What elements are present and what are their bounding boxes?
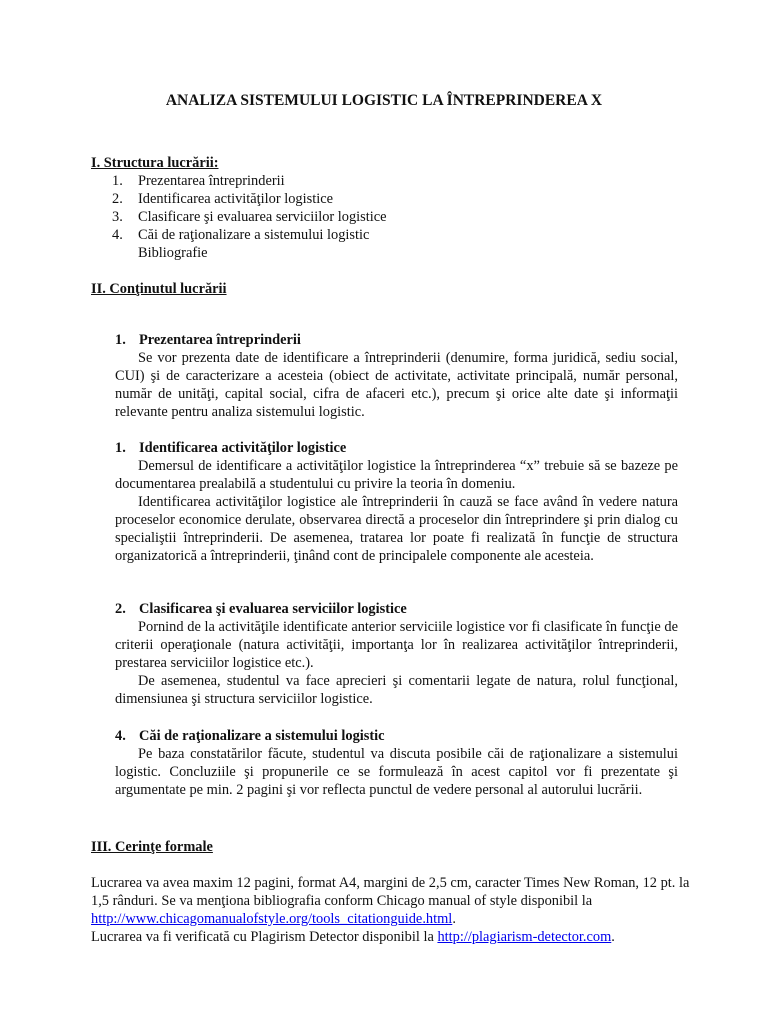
chicago-manual-link[interactable]: http://www.chicagomanualofstyle.org/tools_citationguide.html [91,911,453,927]
item-label: Căi de raţionalizare a sistemului logistic [138,227,370,243]
structure-item [112,190,387,208]
part-paragraph: Se vor prezenta date de identificare a întreprinderii (denumire, forma juridică, sediu social, CUI) şi de caracterizare a acesteia (obiect de activitate, activitate principală, număr personal, număr de unităţi, capital social, cifra de afaceri etc.), precum şi orice alte date şi informaţii relevante pentru analiza sistemului logistic. [115,350,678,420]
structure-item [112,208,387,226]
item-number: 4. [112,227,123,243]
item-label: Clasificare şi evaluarea serviciilor logistice [138,209,387,225]
part-paragraph: Demersul de identificare a activităţilor logistice la întreprinderea “x” trebuie să se bazeze pe documentarea prealabilă a studentului cu privire la teoria în domeniu. [115,458,678,492]
content-part-identification [115,439,678,565]
section-heading-formal: III. Cerinţe formale [91,839,213,855]
part-paragraph: Pornind de la activităţile identificate anterior serviciile logistice vor fi clasificate în funcţie de criterii operaţionale (natura activităţii, importanţa lor în realizarea activităţilor întreprinderii, prestarea serviciilor logistice etc.). [115,619,678,671]
part-paragraph: Identificarea activităţilor logistice ale întreprinderii în cauză se face având în vedere natura proceselor economice derulate, observarea directă a proceselor din întreprindere şi prin dialog cu specialiştii întreprinderii. De asemenea, tratarea lor poate fi realizată în funcţie de structura organizatorică a întreprinderii, ţinând cont de principalele componente ale acesteia. [115,494,678,564]
item-number: 3. [112,209,123,225]
structure-item [112,172,387,190]
structure-list [112,172,387,262]
item-label: Identificarea activităţilor logistice [138,191,333,207]
part-title: 4. Căi de raţionalizare a sistemului logistic [115,728,385,744]
part-title: 2. Clasificarea şi evaluarea serviciilor logistice [115,601,407,617]
formal-requirements: Lucrarea va avea maxim 12 pagini, format A4, margini de 2,5 cm, caracter Times New Roman, 12 pt. la 1,5 rânduri. Se va menţiona bibliografia conform Chicago manual of style disponibil la http://www.chicagomanualofstyle.org/tools_citationguide.html. Lucrarea va fi verificată cu Plagirism Detector disponibil la http://plagiarism-detector.com. [91,875,690,945]
part-title: 1. Prezentarea întreprinderii [115,332,301,348]
item-number: 1. [112,173,123,189]
item-label: Prezentarea întreprinderii [138,173,285,189]
content-part-rationalization [115,727,678,799]
document-title: ANALIZA SISTEMULUI LOGISTIC LA ÎNTREPRINDEREA X [165,92,603,109]
plagiarism-detector-link[interactable]: http://plagiarism-detector.com [437,929,612,945]
structure-item [112,226,387,244]
part-title: 1. Identificarea activităţilor logistice [115,440,347,456]
item-number: 2. [112,191,123,207]
section-heading-structure: I. Structura lucrării: [91,155,219,171]
content-part-presentation [115,331,678,421]
part-paragraph: Pe baza constatărilor făcute, studentul va discuta posibile căi de raţionalizare a sistemului logistic. Concluziile şi propunerile ce se formulează în acest capitol vor fi prezentate şi argumentate pe min. 2 pagini şi vor reflecta punctul de vedere personal al autorului lucrării. [115,746,678,798]
content-part-classification [115,600,678,708]
part-paragraph: De asemenea, studentul va face aprecieri şi comentarii legate de natura, rolul funcţional, dimensiunea şi structura serviciilor logistice. [115,673,678,707]
structure-item-bibliography [112,244,387,262]
section-heading-content: II. Conţinutul lucrării [91,281,227,297]
bibliography-label: Bibliografie [138,245,208,261]
